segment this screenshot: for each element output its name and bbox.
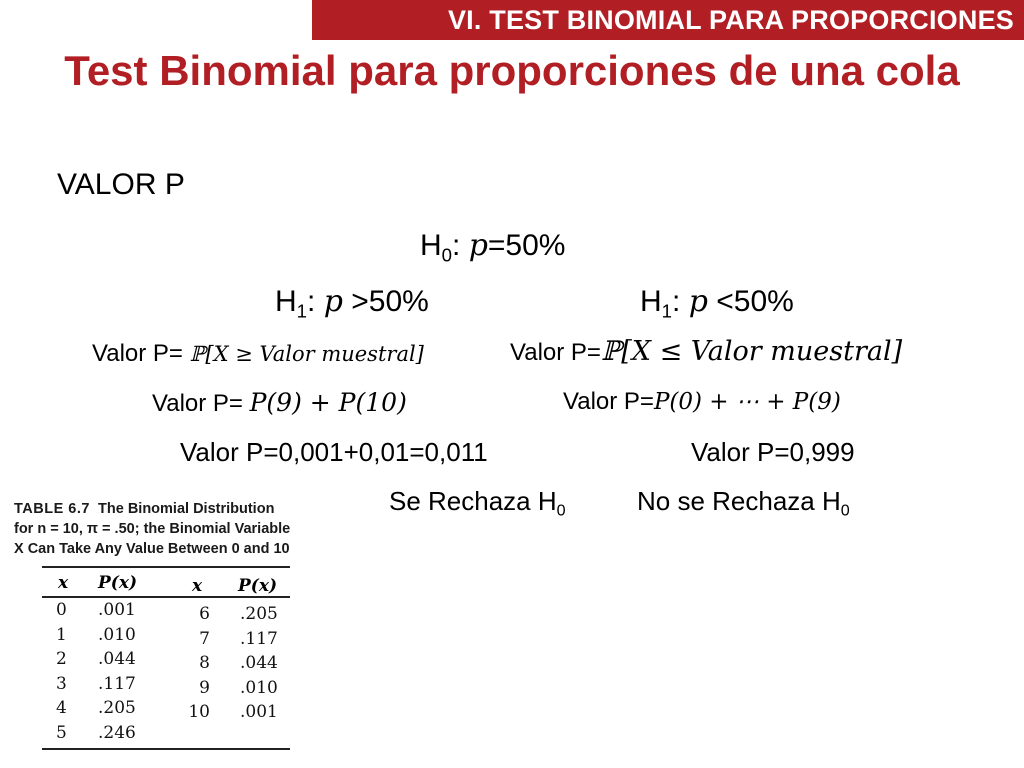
table-column-x-left [56,598,67,745]
table-cell: .246 [98,722,136,743]
table-header-rule [42,596,290,598]
table-cell: .001 [240,702,278,722]
table-cell: 7 [199,628,210,649]
table-cell: 1 [56,624,67,645]
table-header-x-left: x [58,573,69,593]
table-cell: 9 [199,677,210,698]
table-cell: 6 [199,604,210,624]
section-banner: VI. TEST BINOMIAL PARA PROPORCIONES [312,0,1024,40]
table-number: TABLE 6.7 [14,501,90,517]
pvalue-definition-right-tail: Valor P= ℙ[X ≥ Valor muestral] [92,340,424,367]
table-caption [14,499,344,559]
table-cell: .001 [98,600,136,620]
table-cell: .117 [240,628,278,649]
table-cell: .117 [98,673,136,694]
pvalue-formula-right-tail: Valor P= P(9) + P(10) [152,388,407,417]
table-cell: .010 [98,624,136,645]
table-caption-line2: for n = 10, π = .50; the Binomial Variable [14,521,291,537]
section-heading: VALOR P [57,168,185,201]
table-cell: 8 [199,653,210,673]
table-cell: .205 [98,698,136,718]
table-cell: 3 [56,673,67,694]
table-header-p-left: P(x) [98,573,138,593]
table-bottom-rule [42,748,290,750]
table-top-rule [42,566,290,568]
pvalue-numeric-right-tail: Valor P=0,001+0,01=0,011 [180,437,488,467]
table-cell: 10 [188,702,210,722]
table-cell: 4 [56,698,67,718]
slide-title: Test Binomial para proporciones de una cola [64,47,960,94]
table-column-x-right [186,602,210,725]
table-column-p-right [240,602,278,725]
table-cell: 2 [56,649,67,669]
table-cell: .205 [240,604,278,624]
decision-reject: Se Rechaza $H_0$ [389,486,566,520]
null-hypothesis: $H_0$: p=50% [420,228,566,266]
pvalue-definition-left-tail: Valor P=ℙ[X ≤ Valor muestral] [510,336,903,367]
table-header-x-right: x [192,576,203,596]
decision-not-reject: No se Rechaza $H_0$ [637,486,850,520]
pvalue-numeric-left-tail: Valor P=0,999 [691,437,855,467]
table-caption-line3: X Can Take Any Value Between 0 and 10 [14,541,290,557]
table-cell: .010 [240,677,278,698]
alt-hypothesis-greater: $H_1$: p >50% [275,284,429,322]
table-cell: 5 [56,722,67,743]
table-header-p-right: P(x) [238,576,278,596]
table-cell: .044 [240,653,278,673]
alt-hypothesis-less: $H_1$: p <50% [640,284,794,322]
pvalue-formula-left-tail: Valor P=P(0) + ⋯ + P(9) [563,388,841,415]
table-column-p-left [98,598,136,745]
table-caption-line1: The Binomial Distribution [98,501,275,517]
table-cell: 0 [56,600,67,620]
table-cell: .044 [98,649,136,669]
